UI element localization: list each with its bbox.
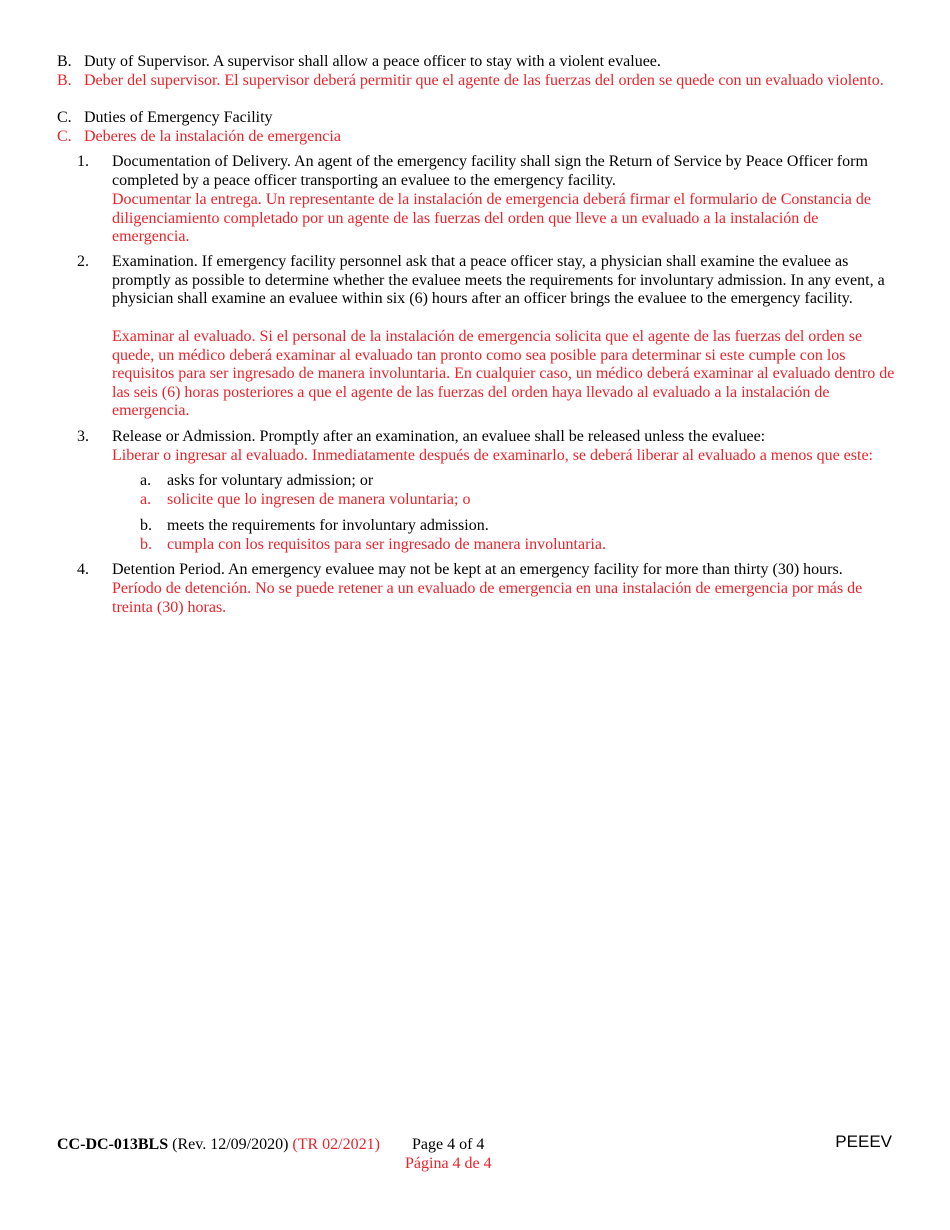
item-2-number: 2. [77, 253, 89, 270]
item-4-number: 4. [77, 561, 89, 578]
section-c-heading-es: Deberes de la instalación de emergencia [84, 128, 341, 145]
section-b-marker-es: B. [57, 72, 72, 89]
subitem-a-text-es: solicite que lo ingresen de manera voluntaria; o [167, 491, 471, 508]
section-c-heading: Duties of Emergency Facility [84, 109, 273, 126]
page-number: Page 4 of 4 [412, 1136, 485, 1153]
subitem-b-text-es: cumpla con los requisitos para ser ingresado de manera involuntaria. [167, 536, 606, 553]
subitem-a-letter: a. [140, 472, 152, 489]
section-b-heading: Duty of Supervisor. A supervisor shall allow a peace officer to stay with a violent evaluee. [84, 53, 661, 70]
item-3-text: Release or Admission. Promptly after an examination, an evaluee shall be released unless the evaluee: [112, 428, 766, 445]
item-1-text: Documentation of Delivery. An agent of the emergency facility shall sign the Return of Service by Peace Officer form completed by a peace officer transporting an evaluee to the emergency facility. [112, 153, 868, 189]
form-id-line [57, 1136, 397, 1155]
section-b-heading-es: Deber del supervisor. El supervisor deberá permitir que el agente de las fuerzas del orden se quede con un evaluado violento. [84, 72, 884, 89]
subitem-b-letter-es: b. [140, 536, 152, 553]
subitem-b-letter: b. [140, 517, 152, 534]
item-4-text-es: Período de detención. No se puede retener a un evaluado de emergencia en una instalación de emergencia por más de treinta (30) horas. [112, 580, 863, 616]
item-3-number: 3. [77, 428, 89, 445]
subitem-a-text: asks for voluntary admission; or [167, 472, 374, 489]
form-code: CC-DC-013BLS [57, 1136, 169, 1153]
section-b-marker: B. [57, 53, 72, 70]
revision-date: (Rev. 12/09/2020) [172, 1136, 289, 1153]
subitem-b-text: meets the requirements for involuntary admission. [167, 517, 489, 534]
item-2-text: Examination. If emergency facility personnel ask that a peace officer stay, a physician shall examine the evaluee as promptly as possible to determine whether the evaluee meets the requirements for involuntary admission. In any event, a physician shall examine an evaluee within six (6) hours after an officer brings the evaluee to the emergency facility. [112, 253, 885, 308]
item-3-text-es: Liberar o ingresar al evaluado. Inmediatamente después de examinarlo, se deberá liberar al evaluado a menos que este: [112, 447, 873, 464]
item-1-number: 1. [77, 153, 89, 170]
item-2-text-es: Examinar al evaluado. Si el personal de la instalación de emergencia solicita que el agente de las fuerzas del orden se quede, un médico deberá examinar al evaluado tan pronto como sea posible para determinar si este cumple con los requisitos para ser ingresado de manera involuntaria. En cualquier caso, un médico deberá examinar al evaluado dentro de las seis (6) horas posteriores a que el agente de las fuerzas del orden haya llevado al evaluado a la instalación de emergencia. [112, 328, 895, 420]
item-1-text-es: Documentar la entrega. Un representante de la instalación de emergencia deberá firmar el formulario de Constancia de diligenciamiento completado por un agente de las fuerzas del orden que lleve a un evaluado a la instalación de emergencia. [112, 191, 871, 246]
item-4-text: Detention Period. An emergency evaluee may not be kept at an emergency facility for more than thirty (30) hours. [112, 561, 843, 578]
section-c-marker: C. [57, 109, 72, 126]
section-c-marker-es: C. [57, 128, 72, 145]
subitem-a-letter-es: a. [140, 491, 152, 508]
page-number-es: Página 4 de 4 [405, 1155, 492, 1172]
translation-revision: (TR 02/2021) [292, 1136, 380, 1153]
form-short-code: PEEEV [835, 1132, 892, 1151]
